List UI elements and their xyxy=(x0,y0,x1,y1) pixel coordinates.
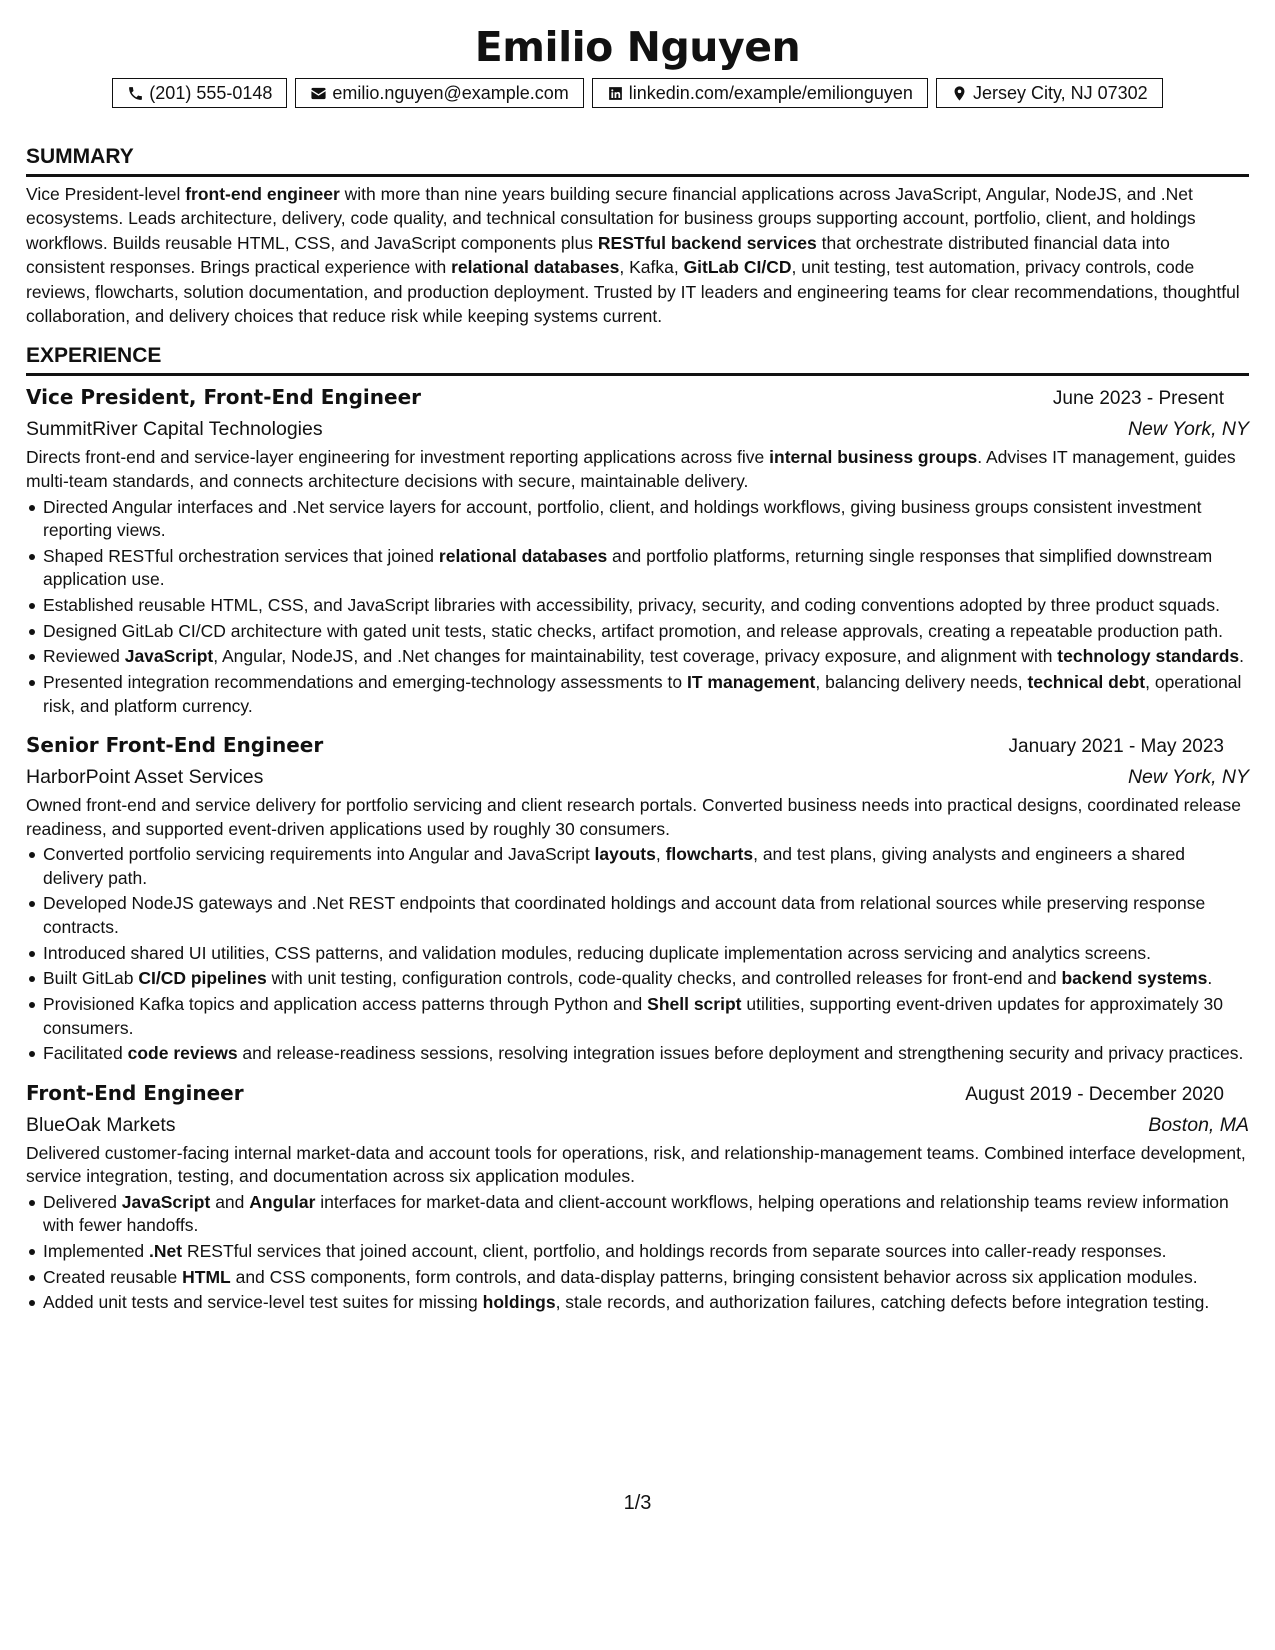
bold-term: IT management xyxy=(686,672,816,693)
job-dates: January 2021 - May 2023 xyxy=(1008,736,1224,758)
map-pin-icon xyxy=(951,85,968,102)
bold-term: relational databases xyxy=(451,257,620,278)
bold-term: .Net xyxy=(149,1241,183,1262)
envelope-icon xyxy=(310,85,327,102)
job-bullet: Directed Angular interfaces and .Net service layers for account, portfolio, client, and holdings workflows, giving business groups consistent investment reporting views. xyxy=(43,496,1249,543)
contact-linkedin[interactable] xyxy=(592,78,928,108)
page-number: 1/3 xyxy=(623,1492,652,1514)
resume-page xyxy=(26,20,1249,1315)
job-dates: June 2023 - Present xyxy=(1052,388,1224,410)
bold-term: layouts xyxy=(594,844,656,865)
company-name: HarborPoint Asset Services xyxy=(26,766,264,789)
job-title: Senior Front-End Engineer xyxy=(26,733,324,758)
job-bullet: Built GitLab CI/CD pipelines with unit testing, configuration controls, code-quality checks, and controlled releases for front-end and backend systems. xyxy=(43,967,1249,991)
job-subheader xyxy=(26,762,1249,792)
job-location: New York, NY xyxy=(1127,766,1249,789)
job-bullet: Delivered JavaScript and Angular interfaces for market-data and client-account workflows, helping operations and relationship teams review information with fewer handoffs. xyxy=(43,1191,1249,1238)
job-bullet: Presented integration recommendations and emerging-technology assessments to IT management, balancing delivery needs, technical debt, operational risk, and platform currency. xyxy=(43,671,1249,718)
job-header xyxy=(26,382,1249,414)
bold-term: CI/CD pipelines xyxy=(138,968,267,989)
bold-term: Shell script xyxy=(647,994,742,1014)
contact-phone-text: (201) 555-0148 xyxy=(149,82,273,103)
job-entry xyxy=(26,730,1249,1066)
company-name: SummitRiver Capital Technologies xyxy=(26,418,323,441)
candidate-name: Emilio Nguyen xyxy=(474,23,801,71)
bold-term: JavaScript xyxy=(124,646,214,667)
job-bullet: Facilitated code reviews and release-readiness sessions, resolving integration issues before deployment and strengthening security and privacy practices. xyxy=(43,1042,1249,1066)
job-entry xyxy=(26,382,1249,718)
job-description: Delivered customer-facing internal market-data and account tools for operations, risk, and relationship-management teams. Combined interface development, service integration, testing, and documentation across six application modules. xyxy=(26,1142,1246,1187)
contact-location xyxy=(936,78,1163,108)
job-bullet: Converted portfolio servicing requirements into Angular and JavaScript layouts, flowcharts, and test plans, giving analysts and engineers a shared delivery path. xyxy=(43,843,1249,890)
bold-term: backend systems xyxy=(1061,968,1208,989)
bold-term: technical debt xyxy=(1027,672,1146,693)
job-bullet: Established reusable HTML, CSS, and JavaScript libraries with accessibility, privacy, security, and coding conventions adopted by three product squads. xyxy=(43,594,1249,618)
job-bullet: Shaped RESTful orchestration services that joined relational databases and portfolio platforms, returning single responses that simplified downstream application use. xyxy=(43,545,1249,592)
bold-term: relational databases xyxy=(438,545,608,566)
job-bullets xyxy=(26,843,1249,1065)
bold-term: HTML xyxy=(182,1266,231,1287)
experience-list xyxy=(26,382,1249,1315)
bold-term: holdings xyxy=(482,1292,556,1313)
job-title: Front-End Engineer xyxy=(26,1080,244,1105)
bold-term: Angular xyxy=(249,1191,316,1212)
job-bullet: Added unit tests and service-level test suites for missing holdings, stale records, and authorization failures, catching defects before integration testing. xyxy=(43,1291,1249,1315)
bold-term: technology standards xyxy=(1057,646,1240,667)
summary-text: Vice President-level front-end engineer with more than nine years building secure financial applications across JavaScript, Angular, NodeJS, and .Net ecosystems. Leads architecture, delivery, code quality, and technical consultation for business groups supporting account, portfolio, client, and holdings workflows. Builds reusable HTML, CSS, and JavaScript components plus RESTful backend services that orchestrate distributed financial data into consistent responses. Brings practical experience with relational databases, Kafka, GitLab CI/CD, unit testing, test automation, privacy controls, code reviews, flowcharts, solution documentation, and production deployment. Trusted by IT leaders and engineering teams for clear recommendations, thoughtful collaboration, and delivery choices that reduce risk while keeping systems current. xyxy=(26,184,1240,327)
summary-heading: SUMMARY xyxy=(26,143,1249,177)
job-description: Directs front-end and service-layer engineering for investment reporting applications across five internal business groups. Advises IT management, guides multi-team standards, and connects architecture decisions with secure, maintainable delivery. xyxy=(26,447,1236,491)
job-location: Boston, MA xyxy=(1148,1113,1249,1136)
job-header xyxy=(26,1078,1249,1110)
bold-term: front-end engineer xyxy=(185,184,340,204)
job-bullet: Reviewed JavaScript, Angular, NodeJS, and .Net changes for maintainability, test coverage, privacy exposure, and alignment with technology standards. xyxy=(43,645,1249,669)
bold-term: internal business groups xyxy=(769,447,978,468)
company-name: BlueOak Markets xyxy=(26,1113,176,1136)
job-bullets xyxy=(26,496,1249,718)
contact-email-text: emilio.nguyen@example.com xyxy=(332,82,569,103)
job-bullet: Introduced shared UI utilities, CSS patterns, and validation modules, reducing duplicate implementation across servicing and analytics screens. xyxy=(43,942,1249,966)
bold-term: JavaScript xyxy=(121,1191,211,1212)
bold-term: code reviews xyxy=(127,1043,238,1064)
contact-linkedin-text: linkedin.com/example/emilionguyen xyxy=(628,82,913,103)
bold-term: flowcharts xyxy=(665,844,754,865)
contact-email[interactable] xyxy=(295,78,583,108)
job-bullets xyxy=(26,1191,1249,1315)
experience-heading: EXPERIENCE xyxy=(26,342,1249,376)
job-bullet: Implemented .Net RESTful services that joined account, client, portfolio, and holdings records from separate sources into caller-ready responses. xyxy=(43,1240,1249,1264)
bold-term: RESTful backend services xyxy=(597,232,817,253)
contact-phone[interactable] xyxy=(112,78,287,108)
contact-bar xyxy=(26,78,1249,108)
job-subheader xyxy=(26,1110,1249,1140)
job-entry xyxy=(26,1078,1249,1315)
job-description: Owned front-end and service delivery for portfolio servicing and client research portals. Converted business needs into practical designs, coordinated release readiness, and supported event-driven applications used by roughly 30 consumers. xyxy=(26,795,1241,839)
job-header xyxy=(26,730,1249,762)
job-bullet: Provisioned Kafka topics and application access patterns through Python and Shell script utilities, supporting event-driven updates for approximately 30 consumers. xyxy=(43,993,1249,1040)
bold-term: GitLab CI/CD xyxy=(683,257,792,278)
job-bullet: Developed NodeJS gateways and .Net REST endpoints that coordinated holdings and account data from relational sources while preserving response contracts. xyxy=(43,892,1249,939)
job-bullet: Created reusable HTML and CSS components, form controls, and data-display patterns, bringing consistent behavior across six application modules. xyxy=(43,1266,1249,1290)
contact-location-text: Jersey City, NJ 07302 xyxy=(972,82,1148,103)
job-location: New York, NY xyxy=(1127,418,1249,441)
phone-icon xyxy=(127,85,144,102)
linkedin-icon xyxy=(607,85,624,102)
job-dates: August 2019 - December 2020 xyxy=(965,1083,1224,1105)
job-title: Vice President, Front-End Engineer xyxy=(26,385,422,410)
job-subheader xyxy=(26,414,1249,444)
job-bullet: Designed GitLab CI/CD architecture with gated unit tests, static checks, artifact promotion, and release approvals, creating a repeatable production path. xyxy=(43,620,1249,644)
